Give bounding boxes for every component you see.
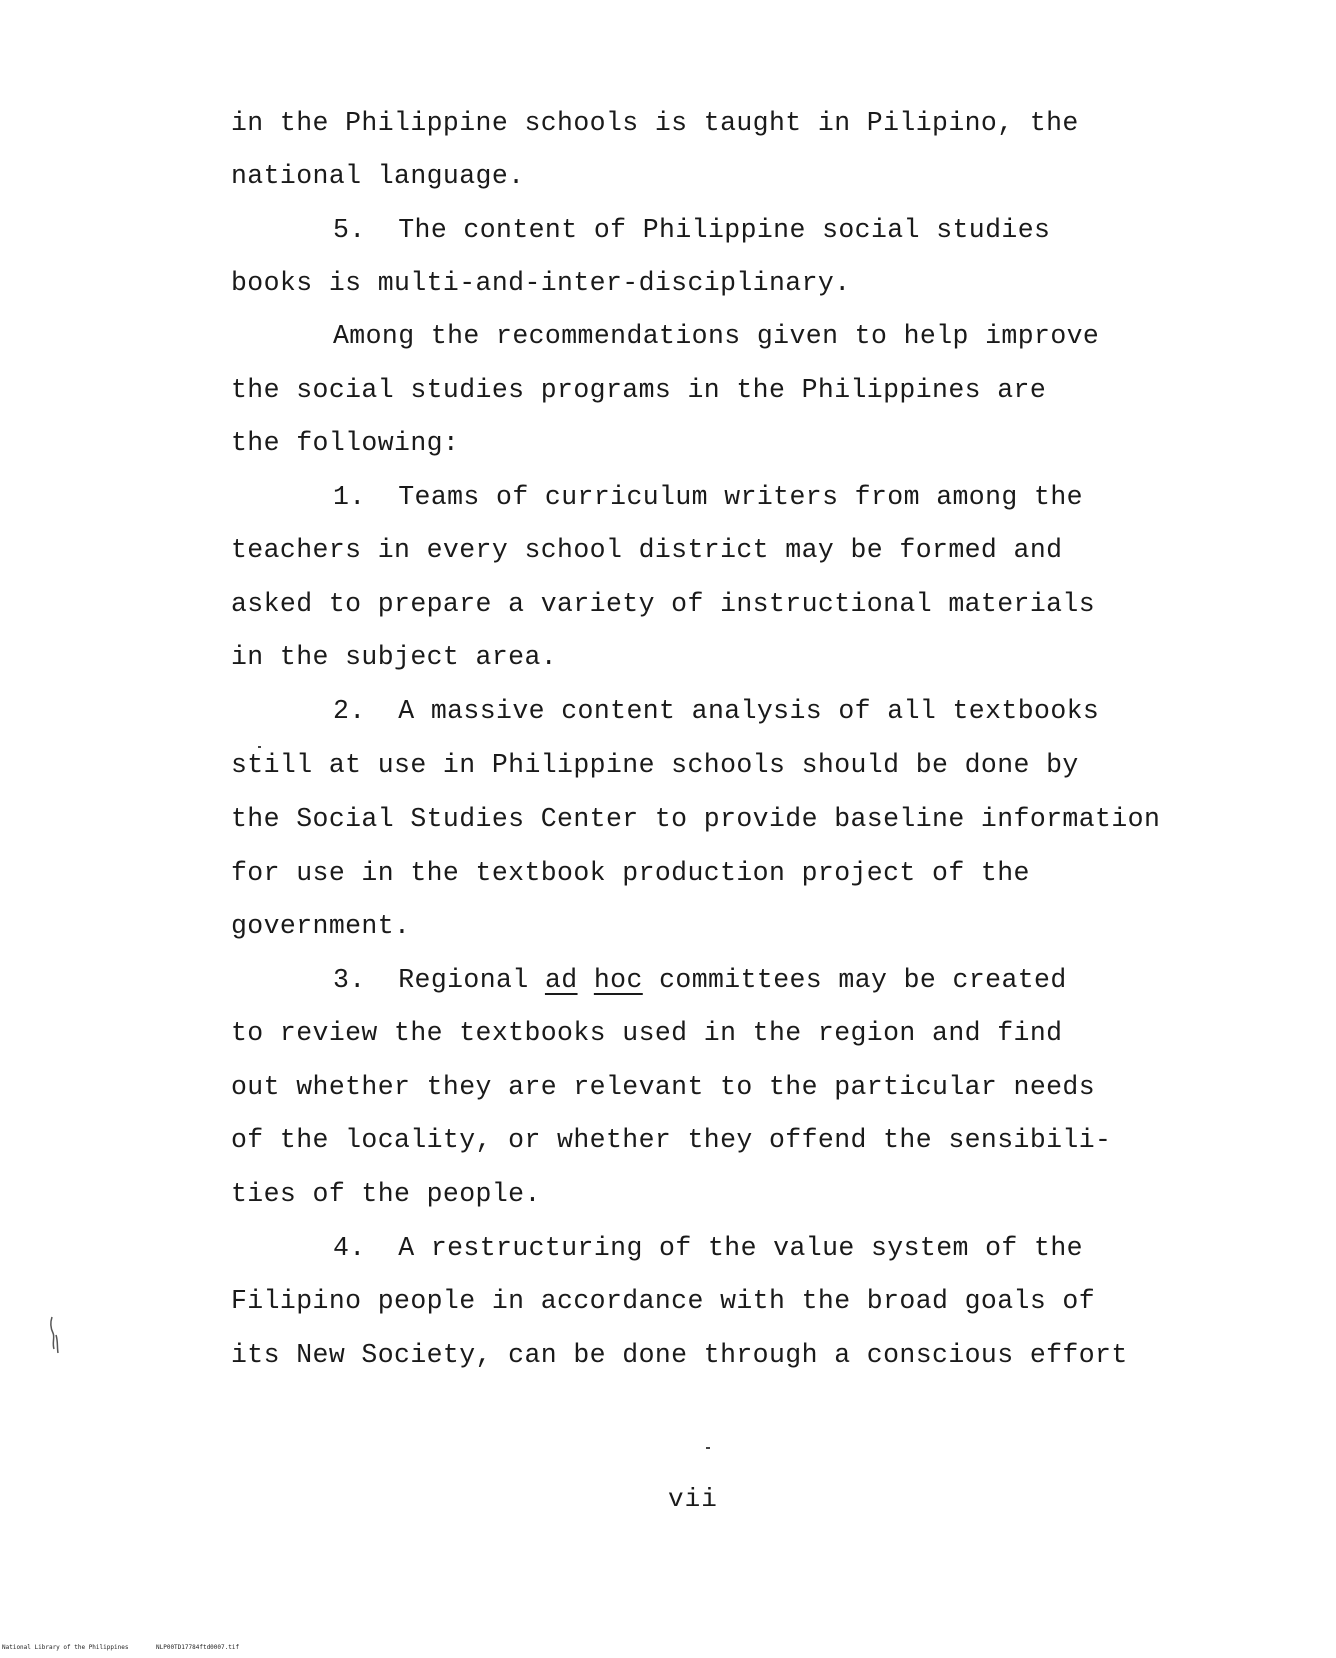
text-line-5: Among the recommendations given to help improve [333,321,1100,351]
text-line-19: out whether they are relevant to the particular needs [231,1072,1096,1102]
underlined-term-ad: ad [544,965,578,995]
scan-speck [258,746,261,748]
text-line-9: teachers in every school district may be formed and [231,535,1063,565]
text-line-17 [333,964,1067,996]
page-number: vii [668,1484,718,1514]
text-line-23: Filipino people in accordance with the broad goals of [231,1286,1096,1316]
text-line-11: in the subject area. [231,642,558,672]
text-line-22: 4. A restructuring of the value system of the [333,1233,1083,1263]
text-line-13: still at use in Philippine schools should be done by [231,750,1079,780]
item-3-lead: 3. Regional [333,965,545,995]
text-line-4: books is multi-and-inter-disciplinary. [231,268,851,298]
text-line-8: 1. Teams of curriculum writers from among the [333,482,1083,512]
text-line-15: for use in the textbook production project of the [231,858,1030,888]
text-line-7: the following: [231,428,460,458]
footer-file-label: NLP00TD17784ftd0007.tif [156,1644,240,1651]
text-line-21: ties of the people. [231,1179,541,1209]
text-line-14: the Social Studies Center to provide baseline information [231,804,1161,834]
text-line-10: asked to prepare a variety of instructional materials [231,589,1096,619]
text-line-12: 2. A massive content analysis of all textbooks [333,696,1100,726]
footer-library-label: National Library of the Philippines [2,1644,129,1651]
text-line-6: the social studies programs in the Philippines are [231,375,1047,405]
text-line-20: of the locality, or whether they offend the sensibili- [231,1125,1112,1155]
text-line-16: government. [231,911,411,941]
scan-speck [706,1447,710,1449]
text-line-1: in the Philippine schools is taught in Pilipino, the [231,108,1079,138]
item-3-rest: committees may be created [642,965,1067,995]
binding-mark-icon [48,1315,62,1357]
underlined-term-hoc: hoc [593,965,643,995]
text-line-24: its New Society, can be done through a conscious effort [231,1340,1128,1370]
text-line-18: to review the textbooks used in the region and find [231,1018,1063,1048]
text-line-2: national language. [231,161,525,191]
text-line-3: 5. The content of Philippine social studies [333,215,1051,245]
